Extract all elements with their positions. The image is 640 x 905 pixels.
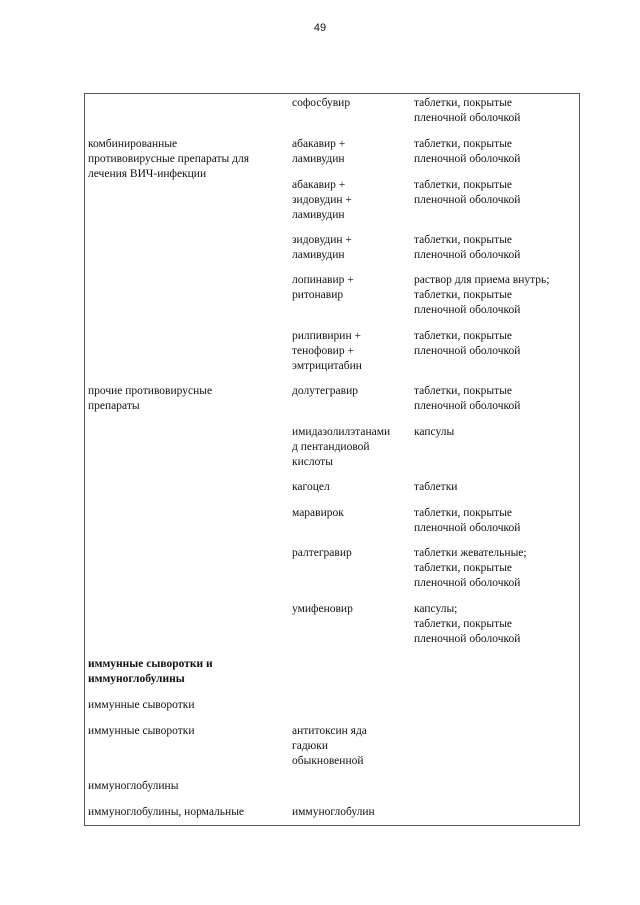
dosage-form-maraviroc: таблетки, покрытые пленочной оболочкой <box>414 507 521 534</box>
drug-name-maraviroc: маравирок <box>292 507 344 519</box>
drug-name-viper-antitoxin: антитоксин яда гадюки обыкновенной <box>292 725 367 767</box>
page-number: 49 <box>313 22 327 34</box>
dosage-form-zidovudine-lamivudine: таблетки, покрытые пленочной оболочкой <box>414 234 521 261</box>
drug-name-sofosbuvir: софосбувир <box>292 97 351 109</box>
dosage-form-abacavir-lamivudine: таблетки, покрытые пленочной оболочкой <box>414 138 521 165</box>
dosage-form-rilpivirine-tenofovir-emtricitabine: таблетки, покрытые пленочной оболочкой <box>414 330 521 357</box>
drug-name-kagocel: кагоцел <box>292 481 330 493</box>
drug-name-raltegravir: ралтегравир <box>292 547 352 559</box>
dosage-form-abacavir-zidovudine-lamivudine: таблетки, покрытые пленочной оболочкой <box>414 179 521 206</box>
drug-name-abacavir-lamivudine: абакавир + ламивудин <box>292 138 346 165</box>
group-combined-antivirals-hiv: комбинированные противовирусные препараты для лечения ВИЧ-инфекции <box>88 138 250 180</box>
dosage-form-lopinavir-ritonavir: раствор для приема внутрь; таблетки, покрытые пленочной оболочкой <box>414 274 550 316</box>
drug-name-zidovudine-lamivudine: зидовудин + ламивудин <box>292 234 352 261</box>
drug-name-abacavir-zidovudine-lamivudine: абакавир + зидовудин + ламивудин <box>292 179 352 221</box>
dosage-form-umifenovir: капсулы; таблетки, покрытые пленочной оболочкой <box>414 603 521 645</box>
group-immunoglobulins: иммуноглобулины <box>88 780 179 792</box>
drug-name-lopinavir-ritonavir: лопинавир + ритонавир <box>292 274 354 301</box>
drug-name-dolutegravir: долутегравир <box>292 385 358 397</box>
subgroup-immune-sera: иммунные сыворотки <box>88 725 195 737</box>
dosage-form-sofosbuvir: таблетки, покрытые пленочной оболочкой <box>414 97 521 124</box>
subgroup-normal-immunoglobulins: иммуноглобулины, нормальные <box>88 806 245 818</box>
drug-name-imidazolylethanamide: имидазолилэтанами д пентандиовой кислоты <box>292 426 391 468</box>
group-immune-sera: иммунные сыворотки <box>88 699 195 711</box>
drug-name-immunoglobulin: иммуноглобулин <box>292 806 375 818</box>
dosage-form-kagocel: таблетки <box>414 481 458 493</box>
section-immune-sera-immunoglobulins: иммунные сыворотки и иммуноглобулины <box>88 658 213 685</box>
dosage-form-imidazolylethanamide: капсулы <box>414 426 455 438</box>
dosage-form-dolutegravir: таблетки, покрытые пленочной оболочкой <box>414 385 521 412</box>
drug-name-umifenovir: умифеновир <box>292 603 353 615</box>
drug-name-rilpivirine-tenofovir-emtricitabine: рилпивирин + тенофовир + эмтрицитабин <box>292 330 362 372</box>
dosage-form-raltegravir: таблетки жевательные; таблетки, покрытые пленочной оболочкой <box>414 547 527 589</box>
group-other-antivirals: прочие противовирусные препараты <box>88 385 213 412</box>
